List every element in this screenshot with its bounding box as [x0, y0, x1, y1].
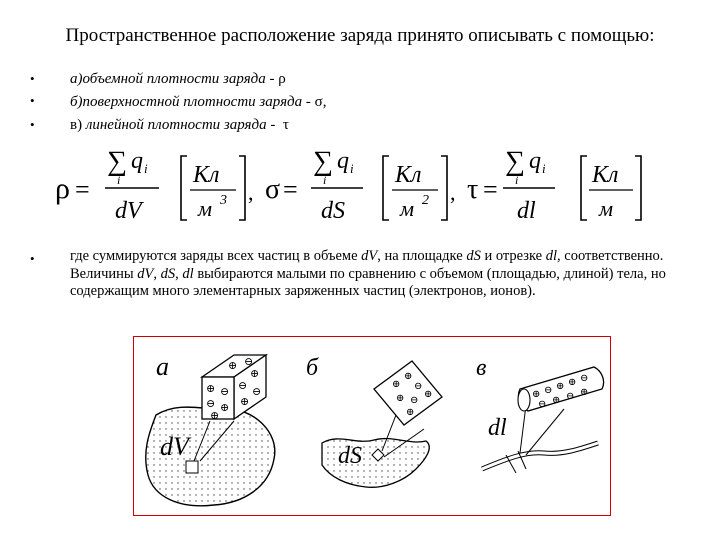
- volume-element-box: [186, 461, 198, 473]
- rho-unit-exp: 3: [220, 193, 227, 208]
- sigma-symbol: σ: [314, 94, 323, 110]
- charge-plus: ⊕: [556, 381, 565, 392]
- rho-lhs: ρ: [55, 172, 70, 205]
- sigma-eq: =: [283, 175, 298, 204]
- label-dS: dS: [338, 443, 362, 469]
- sigma-comma: ,: [450, 180, 456, 205]
- charge-minus: ⊖: [252, 386, 262, 398]
- item-linear-text: линейной плотности заряда -: [85, 117, 280, 133]
- charge-plus: ⊕: [396, 393, 405, 404]
- charge-plus: ⊕: [240, 396, 250, 408]
- charge-plus: ⊕: [568, 377, 577, 388]
- charge-minus: ⊖: [566, 391, 575, 402]
- explanation-paragraph: [70, 248, 670, 301]
- tau-denominator: dl: [517, 198, 536, 224]
- rho-sum-sign: ∑: [107, 146, 127, 177]
- density-formulas: [55, 138, 655, 230]
- sigma-sum-sign: ∑: [313, 146, 333, 177]
- item-surface-suffix: ,: [322, 94, 327, 110]
- rho-unit-num: Кл: [193, 162, 220, 188]
- tau-unit-num: Кл: [592, 162, 619, 188]
- label-v: в: [476, 355, 487, 381]
- para-part-5: ,: [153, 265, 161, 282]
- sigma-unit-exp: 2: [422, 193, 429, 208]
- charge-minus: ⊖: [544, 385, 553, 396]
- tau-q: q: [529, 148, 541, 174]
- charge-distribution-figure: [133, 336, 611, 516]
- rho-formula: [55, 146, 254, 224]
- sigma-q-index: i: [350, 161, 354, 176]
- wire: [482, 443, 598, 469]
- item-surface-density: [70, 93, 326, 111]
- wire-cylinder-end: [518, 389, 530, 411]
- charge-minus: ⊖: [538, 399, 547, 410]
- charge-plus: ⊕: [250, 368, 260, 380]
- figure-drawing: [134, 337, 610, 515]
- sigma-unit-num: Кл: [395, 162, 422, 188]
- tau-formula: [467, 146, 641, 224]
- item-surface-text: б)поверхностной плотности заряда -: [70, 94, 315, 110]
- para-dV: dV: [361, 248, 378, 264]
- charge-minus: ⊖: [580, 373, 589, 384]
- charge-plus: ⊕: [206, 383, 216, 395]
- item-volume-density: [70, 70, 286, 88]
- bullet-2: •: [30, 93, 35, 108]
- charge-minus: ⊖: [244, 356, 254, 368]
- sigma-lhs: σ: [265, 174, 281, 205]
- label-dV: dV: [160, 432, 189, 461]
- line-pointer-line-2: [526, 409, 564, 455]
- tau-q-index: i: [542, 161, 546, 176]
- rho-symbol: ρ: [278, 71, 286, 87]
- para-part-2: , на площадке: [377, 248, 467, 264]
- charge-plus: ⊕: [220, 402, 230, 414]
- sigma-sum-index: i: [323, 173, 327, 187]
- item-linear-prefix: в): [70, 117, 86, 133]
- sigma-q: q: [337, 148, 349, 174]
- sigma-unit-den: м: [400, 196, 415, 221]
- para-part-3: и отрезке: [480, 248, 546, 264]
- charge-plus: ⊕: [210, 410, 220, 422]
- charge-plus: ⊕: [424, 389, 433, 400]
- rho-comma: ,: [248, 180, 254, 205]
- charge-plus: ⊕: [580, 387, 589, 398]
- bullet-1: •: [30, 71, 35, 86]
- label-a: а: [156, 352, 169, 381]
- charge-plus: ⊕: [228, 360, 238, 372]
- rho-denominator: dV: [115, 198, 142, 224]
- para-part-1: где суммируются заряды всех частиц в объеме: [70, 248, 362, 264]
- para-part-7: выбираются малыми по сравнению с объемом (площадью, длиной) тела, но содержащим много элементарных заряженных частиц (электронов, ионов).: [70, 265, 666, 299]
- para-dS-2: dS: [160, 265, 176, 282]
- bullet-3: •: [30, 117, 35, 132]
- para-dV-2: dV: [137, 265, 154, 282]
- sigma-formula: [265, 146, 456, 224]
- tau-unit-den: м: [599, 196, 614, 221]
- rho-sum-index: i: [117, 173, 121, 187]
- tau-symbol: τ: [282, 117, 289, 133]
- charge-plus: ⊕: [404, 371, 413, 382]
- charge-minus: ⊖: [414, 381, 423, 392]
- label-dl: dl: [488, 415, 507, 441]
- charge-minus: ⊖: [206, 398, 216, 410]
- charge-minus: ⊖: [410, 395, 419, 406]
- rho-unit-den: м: [198, 196, 213, 221]
- charge-plus: ⊕: [406, 407, 415, 418]
- item-volume-text: а)объемной плотности заряда -: [70, 71, 279, 87]
- para-part-6: ,: [175, 265, 183, 282]
- charge-minus: ⊖: [238, 380, 248, 392]
- para-dl-2: dl: [182, 265, 194, 282]
- slide-title: Пространственное расположение заряда принято описывать с помощью:: [65, 25, 655, 46]
- label-b: б: [306, 355, 319, 381]
- bullet-4: •: [30, 251, 35, 266]
- rho-q-index: i: [144, 161, 148, 176]
- para-dl: dl: [545, 248, 558, 264]
- charge-minus: ⊖: [220, 386, 230, 398]
- item-linear-density: [70, 116, 289, 134]
- charge-plus: ⊕: [532, 389, 541, 400]
- rho-eq: =: [75, 175, 90, 204]
- tau-sum-index: i: [515, 173, 519, 187]
- line-pointer-line-1: [520, 405, 526, 453]
- tau-eq: =: [483, 175, 498, 204]
- tau-lhs: τ: [467, 174, 479, 205]
- charge-plus: ⊕: [392, 379, 401, 390]
- rho-q: q: [131, 148, 143, 174]
- sigma-denominator: dS: [321, 198, 345, 224]
- charge-plus: ⊕: [552, 395, 561, 406]
- para-dS: dS: [466, 248, 481, 264]
- tau-sum-sign: ∑: [505, 146, 525, 177]
- para-part-4: , соответственно. Величины: [70, 248, 664, 282]
